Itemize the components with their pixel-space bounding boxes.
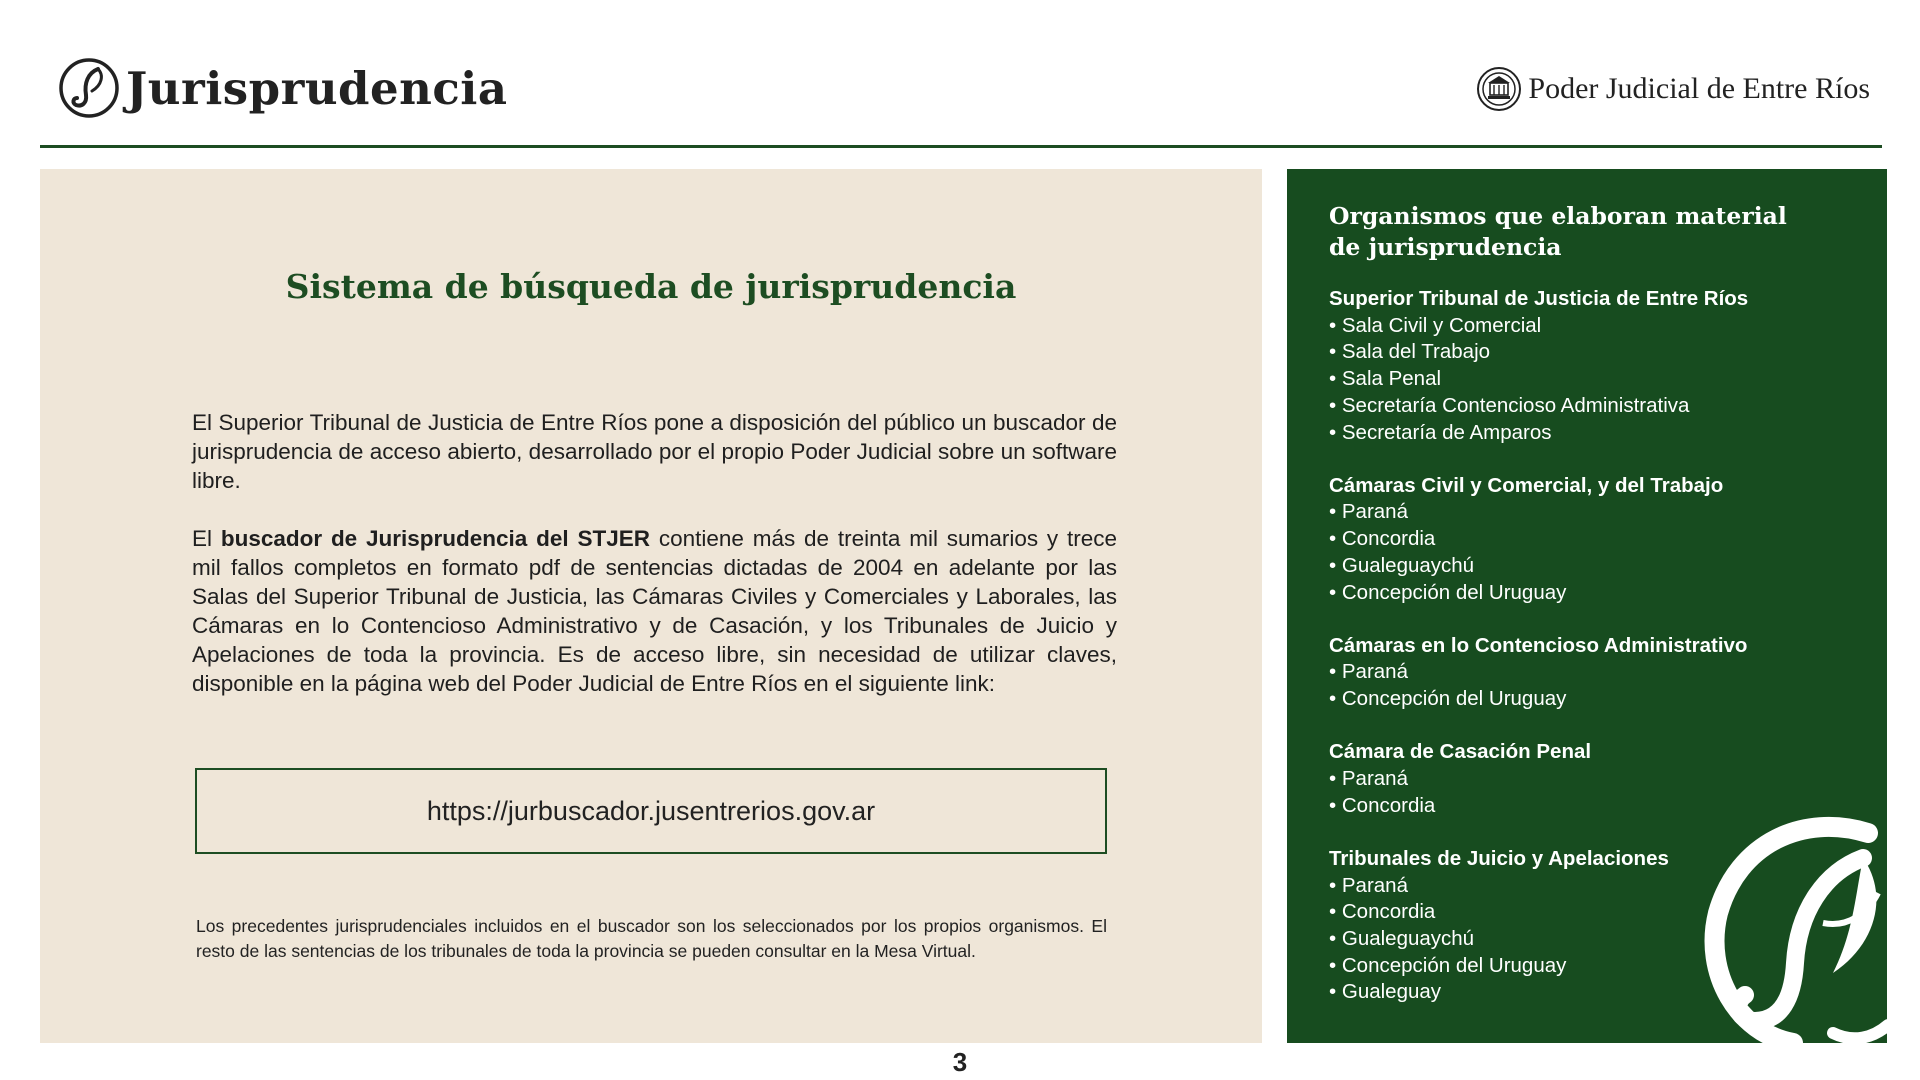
header-divider <box>40 145 1882 148</box>
main-content-panel <box>40 169 1262 1043</box>
org-group-name: Cámaras Civil y Comercial, y del Trabajo <box>1329 473 1724 497</box>
org-item: • Secretaría Contencioso Administrativa <box>1329 393 1690 417</box>
org-item: • Paraná <box>1329 660 1408 684</box>
court-seal-icon <box>1476 66 1522 112</box>
org-group <box>1329 846 1849 1006</box>
search-link[interactable]: https://jurbuscador.jusentrerios.gov.ar <box>426 795 876 826</box>
org-item: • Gualeguaychú <box>1329 553 1475 577</box>
footnote-text: Los precedentes jurisprudenciales incluidos en el buscador son los seleccionados por los propios organismos. El resto de las sentencias de los tribunales de toda la provincia se pueden consultar en la Mesa Virtual. <box>196 916 1107 961</box>
institution-brand[interactable] <box>1476 66 1870 112</box>
page-number: 3 <box>952 1047 968 1077</box>
org-group <box>1329 286 1849 446</box>
org-item: • Concordia <box>1329 527 1436 551</box>
org-item: • Paraná <box>1329 500 1408 524</box>
organizations-panel <box>1287 169 1887 1043</box>
org-item: • Concepción del Uruguay <box>1329 953 1567 977</box>
organizations-title-line1: Organismos que elaboran material <box>1329 202 1787 230</box>
org-item: • Gualeguaychú <box>1329 927 1475 951</box>
description-body: contiene más de treinta mil sumarios y trece mil fallos completos en formato pdf de sentencias dictadas de 2004 en adelante por las Salas del Superior Tribunal de Justicia, las Cámaras Civiles y Comerciales y Laborales, las Cámaras en lo Contencioso Administrativo y de Casación, y los Tribunales de Juicio y Apelaciones de toda la provincia. Es de acceso libre, sin necesidad de utilizar claves, disponible en la página web del Poder Judicial de Entre Ríos en el siguiente link: <box>192 526 1117 696</box>
org-group-name: Cámaras en lo Contencioso Administrativo <box>1329 633 1748 657</box>
org-group <box>1329 473 1849 607</box>
org-item: • Concordia <box>1329 900 1436 924</box>
org-item: • Gualeguay <box>1329 980 1442 1004</box>
org-group-name: Cámara de Casación Penal <box>1329 740 1592 764</box>
org-item: • Concordia <box>1329 793 1436 817</box>
quill-logo-icon <box>58 57 120 119</box>
header <box>0 0 1920 150</box>
org-item: • Concepción del Uruguay <box>1329 580 1567 604</box>
organizations-list <box>1329 286 1849 1033</box>
intro-paragraph: El Superior Tribunal de Justicia de Entre Ríos pone a disposición del público un buscador de jurisprudencia de acceso abierto, desarrollado por el propio Poder Judicial sobre un software libre. <box>192 410 1117 493</box>
description-paragraph <box>192 524 1117 698</box>
org-item: • Sala Penal <box>1329 367 1442 391</box>
institution-name: Poder Judicial de Entre Ríos <box>1528 72 1870 105</box>
org-item: • Sala Civil y Comercial <box>1329 313 1542 337</box>
org-item: • Paraná <box>1329 767 1408 791</box>
org-item: • Concepción del Uruguay <box>1329 687 1567 711</box>
description-highlight: buscador de Jurisprudencia del STJER <box>220 526 650 551</box>
organizations-title <box>1329 201 1799 263</box>
org-group <box>1329 739 1849 819</box>
description-prefix: El <box>192 526 221 551</box>
org-item: • Paraná <box>1329 873 1408 897</box>
section-title: Sistema de búsqueda de jurisprudencia <box>285 267 1017 306</box>
org-item: • Sala del Trabajo <box>1329 340 1491 364</box>
site-title: Jurisprudencia <box>126 61 508 115</box>
organizations-title-line2: de jurisprudencia <box>1329 233 1562 261</box>
search-link-box[interactable] <box>195 768 1107 854</box>
org-item: • Secretaría de Amparos <box>1329 420 1552 444</box>
org-group <box>1329 633 1849 713</box>
org-group-name: Tribunales de Juicio y Apelaciones <box>1329 846 1669 870</box>
site-logo[interactable] <box>58 57 508 119</box>
org-group-name: Superior Tribunal de Justicia de Entre Ríos <box>1329 287 1749 310</box>
footnote <box>196 914 1107 963</box>
